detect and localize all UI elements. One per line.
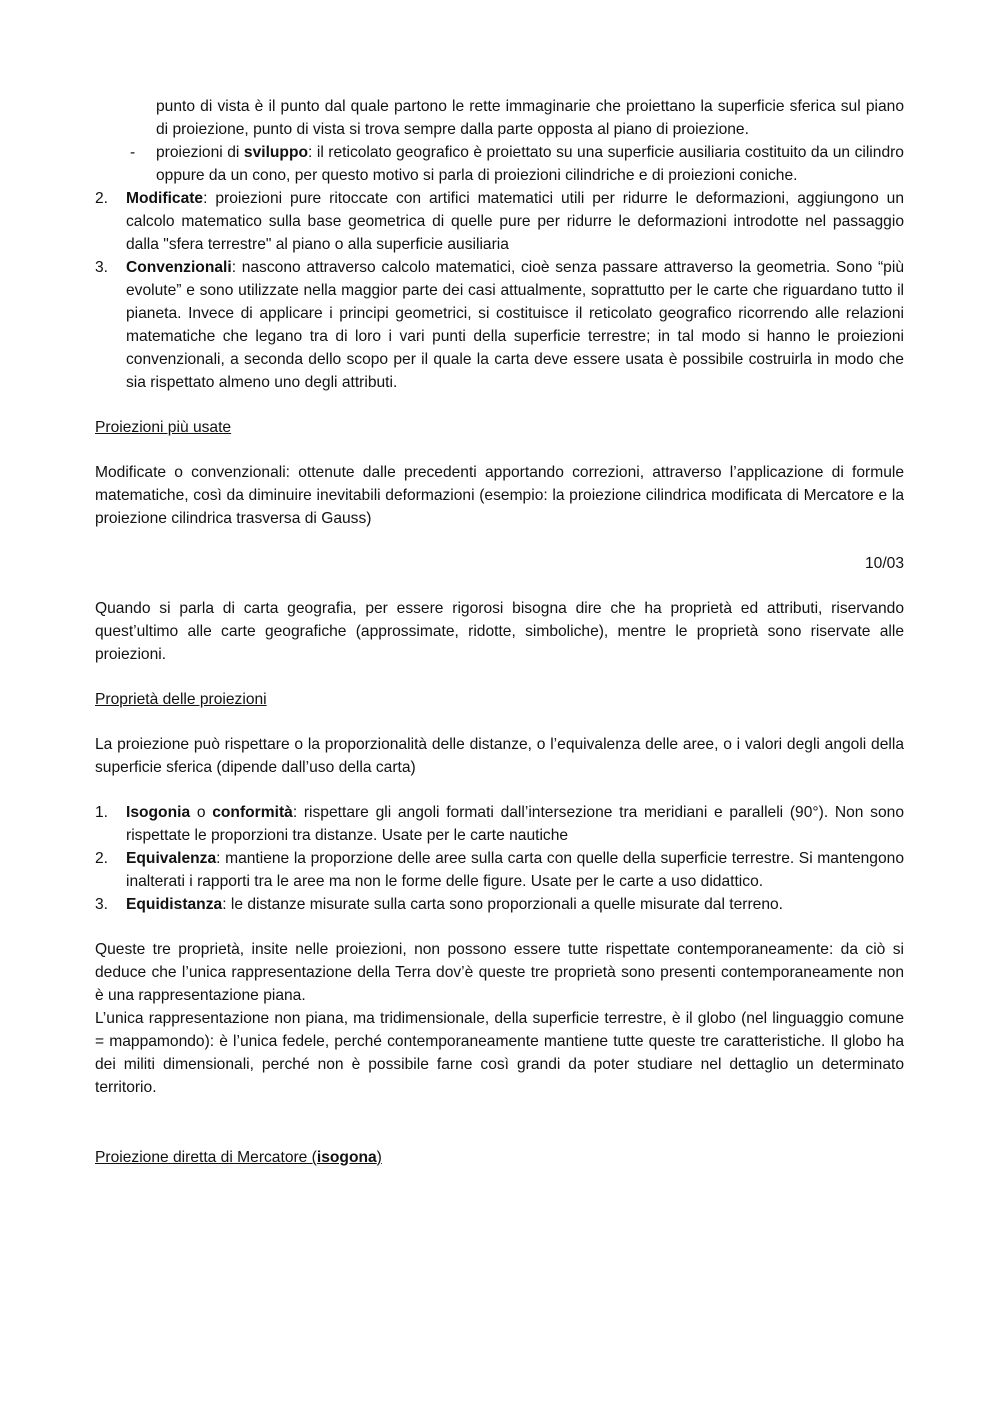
section-heading-mercator: Proiezione diretta di Mercatore (isogona) <box>95 1149 382 1166</box>
term-conformita: conformità <box>212 804 293 821</box>
list-item-equidistanza: 3. Equidistanza: le distanze misurate sulla carta sono proporzionali a quelle misurate dal terreno. <box>95 893 904 916</box>
list-marker: 1. <box>95 804 109 821</box>
list-item-modificate: 2. Modificate: proiezioni pure ritoccate con artifici matematici utili per ridurre le deformazioni, aggiungono un calcolo matematico sulla base geometrica di quelle pure per ridurre le deformazioni introdotte nel passaggio dalla "sfera terrestre" al piano o alla superficie ausiliaria <box>95 187 904 256</box>
date-label: 10/03 <box>864 555 904 572</box>
continuation-paragraph: punto di vista è il punto dal quale partono le rette immaginarie che proiettano la superficie sferica sul piano di proiezione, punto di vista si trova sempre dalla parte opposta al piano di proiezione. <box>156 98 904 138</box>
term-sviluppo: sviluppo <box>243 144 309 161</box>
list-item-sviluppo: - proiezioni di sviluppo: il reticolato geografico è proiettato su una superficie ausiliaria costituito da un cilindro oppure da un cono, per questo motivo si parla di proiezioni cilindriche e di proiezioni coniche. <box>95 141 904 187</box>
paragraph-intro: Quando si parla di carta geografia, per essere rigorosi bisogna dire che ha proprietà ed attributi, riservando quest’ultimo alle carte geografiche (approssimate, ridotte, simboliche), mentre le proprietà sono riservate alle proiezioni. <box>95 600 904 663</box>
list-marker: 2. <box>95 190 109 207</box>
list-marker: 3. <box>95 259 109 276</box>
list-item-convenzionali: 3. Convenzionali: nascono attraverso calcolo matematici, cioè senza passare attraverso la geometria. Sono “più evolute” e sono utilizzate nella maggior parte dei casi attualmente, soprattutto per le carte che riguardano tutto il pianeta. Invece di applicare i principi geometrici, si costituisce il reticolato geografico ricorrendo alle relazioni matematiche che legano tra di loro i vari punti della superficie terrestre; in tal modo si hanno le proiezioni convenzionali, a seconda dello scopo per il quale la carta deve essere usata è possibile costruirla in modo che sia rispettato almeno uno degli attributi. <box>95 256 904 394</box>
paragraph-closing-1: Queste tre proprietà, insite nelle proiezioni, non possono essere tutte rispettate contemporaneamente: da ciò si deduce che l’unica rappresentazione della Terra dov’è queste tre proprietà sono presenti contemporaneamente non è una rappresentazione piana. <box>95 941 904 1004</box>
list-item-equivalenza: 2. Equivalenza: mantiene la proporzione delle aree sulla carta con quelle della superficie terrestre. Si mantengono inalterati i rapporti tra le aree ma non le forme delle figure. Usate per le carte a uso didattico. <box>95 847 904 893</box>
paragraph-properties: La proiezione può rispettare o la proporzionalità delle distanze, o l’equivalenza delle aree, o i valori degli angoli della superficie sferica (dipende dall’uso della carta) <box>95 736 904 776</box>
term-convenzionali: Convenzionali <box>126 259 232 276</box>
section-heading-used: Proiezioni più usate <box>95 419 232 436</box>
section-heading-properties: Proprietà delle proiezioni <box>95 691 267 708</box>
term-isogonia: Isogonia <box>126 804 191 821</box>
list-marker: 3. <box>95 896 109 913</box>
list-marker: 2. <box>95 850 109 867</box>
list-item-isogonia: 1. Isogonia o conformità: rispettare gli angoli formati dall’intersezione tra meridiani e paralleli (90°). Non sono rispettate le proporzioni tra distanze. Usate per le carte nautiche <box>95 801 904 847</box>
paragraph-closing-2: L’unica rappresentazione non piana, ma tridimensionale, della superficie terrestre, è il globo (nel linguaggio comune = mappamondo): è l’unica fedele, perché contemporaneamente mantiene tutte queste tre caratteristiche. Il globo ha dei militi dimensionali, perché non è possibile farne così grandi da poter studiare nel dettaglio un determinato territorio. <box>95 1010 904 1096</box>
list-marker: - <box>130 144 136 161</box>
term-isogona: isogona <box>316 1149 377 1166</box>
paragraph-used: Modificate o convenzionali: ottenute dalle precedenti apportando correzioni, attraverso l’applicazione di formule matematiche, così da diminuire inevitabili deformazioni (esempio: la proiezione cilindrica modificata di Mercatore e la proiezione cilindrica trasversa di Gauss) <box>95 464 904 527</box>
term-equivalenza: Equivalenza <box>126 850 217 867</box>
term-equidistanza: Equidistanza <box>126 896 223 913</box>
term-modificate: Modificate <box>126 190 204 207</box>
